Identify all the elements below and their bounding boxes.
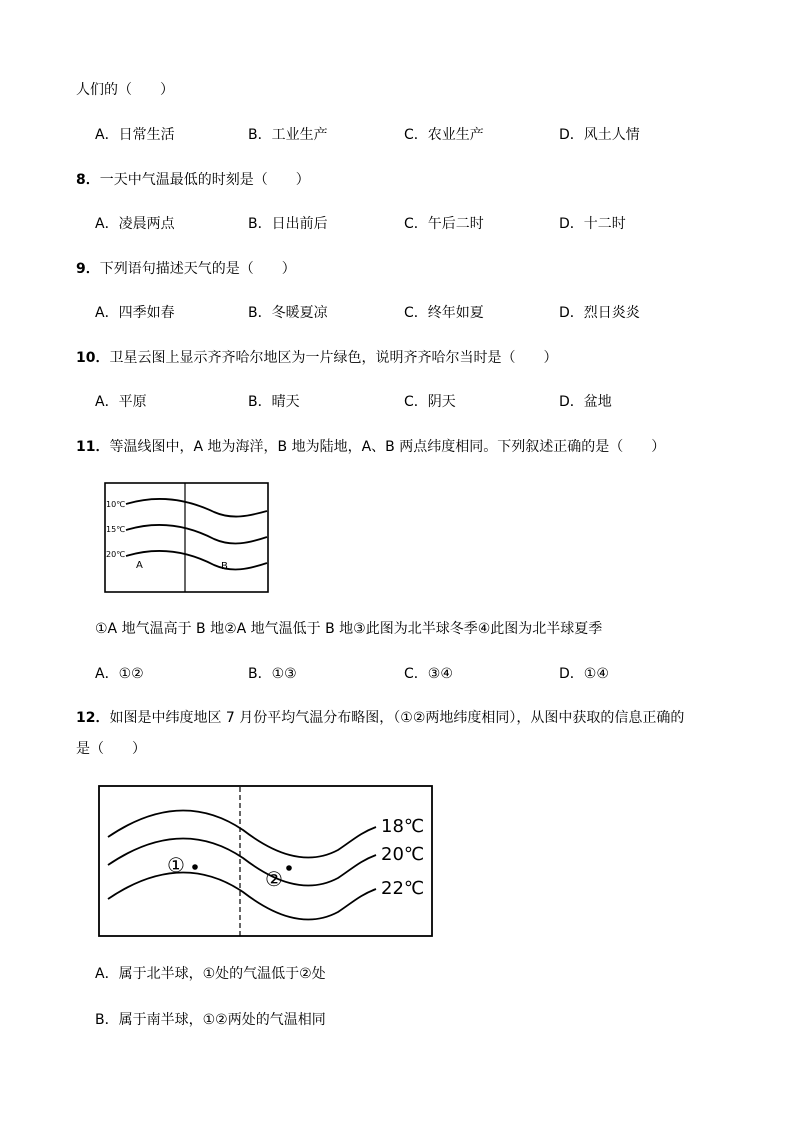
isotherm-map-ab bbox=[104, 482, 270, 594]
question-10-stem bbox=[76, 348, 557, 368]
q9-option-b[interactable]: B．冬暖夏凉 bbox=[248, 305, 328, 321]
question-number: 10． bbox=[76, 350, 110, 366]
map-frame bbox=[105, 483, 268, 592]
question-text: 等温线图中，A 地为海洋，B 地为陆地，A、B 两点纬度相同。下列叙述正确的是（ ） bbox=[109, 439, 666, 455]
q8-option-a[interactable]: A．凌晨两点 bbox=[95, 216, 175, 232]
q7-option-b[interactable]: B．工业生产 bbox=[248, 127, 328, 143]
point-label-a: A bbox=[136, 560, 143, 571]
isotherm-label-18: 18℃ bbox=[381, 816, 425, 837]
question-text: 一天中气温最低的时刻是（ ） bbox=[99, 172, 310, 188]
question-number: 9． bbox=[76, 261, 100, 277]
q10-option-c[interactable]: C．阴天 bbox=[404, 394, 456, 410]
q11-option-c[interactable]: C．③④ bbox=[404, 666, 453, 682]
question-11-stem bbox=[76, 437, 665, 457]
q10-option-a[interactable]: A．平原 bbox=[95, 394, 147, 410]
isotherm-label-20: 20℃ bbox=[381, 844, 425, 865]
question-11-statements: ①A 地气温高于 B 地②A 地气温低于 B 地③此图为北半球冬季④此图为北半球夏季 bbox=[95, 621, 603, 637]
q11-option-a[interactable]: A．①② bbox=[95, 666, 144, 682]
q9-option-c[interactable]: C．终年如夏 bbox=[404, 305, 484, 321]
q9-option-a[interactable]: A．四季如春 bbox=[95, 305, 175, 321]
question-number: 12． bbox=[76, 710, 110, 726]
point-label-b: B bbox=[221, 561, 228, 572]
question-12-stem bbox=[76, 708, 684, 728]
q10-option-d[interactable]: D．盆地 bbox=[559, 394, 612, 410]
q7-option-d[interactable]: D．风土人情 bbox=[559, 127, 640, 143]
question-8-stem bbox=[76, 170, 310, 190]
q8-option-d[interactable]: D．十二时 bbox=[559, 216, 626, 232]
q12-option-a[interactable]: A．属于北半球，①处的气温低于②处 bbox=[95, 966, 326, 982]
q10-option-b[interactable]: B．晴天 bbox=[248, 394, 300, 410]
q7-option-c[interactable]: C．农业生产 bbox=[404, 127, 484, 143]
q11-option-b[interactable]: B．①③ bbox=[248, 666, 297, 682]
isotherm-label-15: 15℃ bbox=[106, 525, 126, 534]
isotherm-label-10: 10℃ bbox=[106, 500, 126, 509]
isotherm-label-20: 20℃ bbox=[106, 550, 126, 559]
point-label-1: ① bbox=[167, 853, 185, 877]
isotherm-label-22: 22℃ bbox=[381, 878, 425, 899]
q7-option-a[interactable]: A．日常生活 bbox=[95, 127, 175, 143]
isotherm-map-july bbox=[98, 785, 434, 939]
question-12-stem-cont: 是（ ） bbox=[76, 741, 146, 757]
question-number: 8． bbox=[76, 172, 100, 188]
point-label-2: ② bbox=[265, 867, 283, 891]
point-2-dot bbox=[286, 865, 292, 871]
question-9-stem bbox=[76, 259, 296, 279]
question-7-stem-tail: 人们的（ ） bbox=[76, 82, 174, 98]
q12-option-b[interactable]: B．属于南半球，①②两处的气温相同 bbox=[95, 1012, 326, 1028]
q11-option-d[interactable]: D．①④ bbox=[559, 666, 609, 682]
question-text: 卫星云图上显示齐齐哈尔地区为一片绿色，说明齐齐哈尔当时是（ ） bbox=[109, 350, 558, 366]
question-number: 11． bbox=[76, 439, 110, 455]
q9-option-d[interactable]: D．烈日炎炎 bbox=[559, 305, 640, 321]
point-1-dot bbox=[192, 864, 198, 870]
q8-option-c[interactable]: C．午后二时 bbox=[404, 216, 484, 232]
q8-option-b[interactable]: B．日出前后 bbox=[248, 216, 328, 232]
question-text: 下列语句描述天气的是（ ） bbox=[99, 261, 296, 277]
question-text: 如图是中纬度地区 7 月份平均气温分布略图，（①②两地纬度相同），从图中获取的信息正确的 bbox=[109, 710, 685, 726]
